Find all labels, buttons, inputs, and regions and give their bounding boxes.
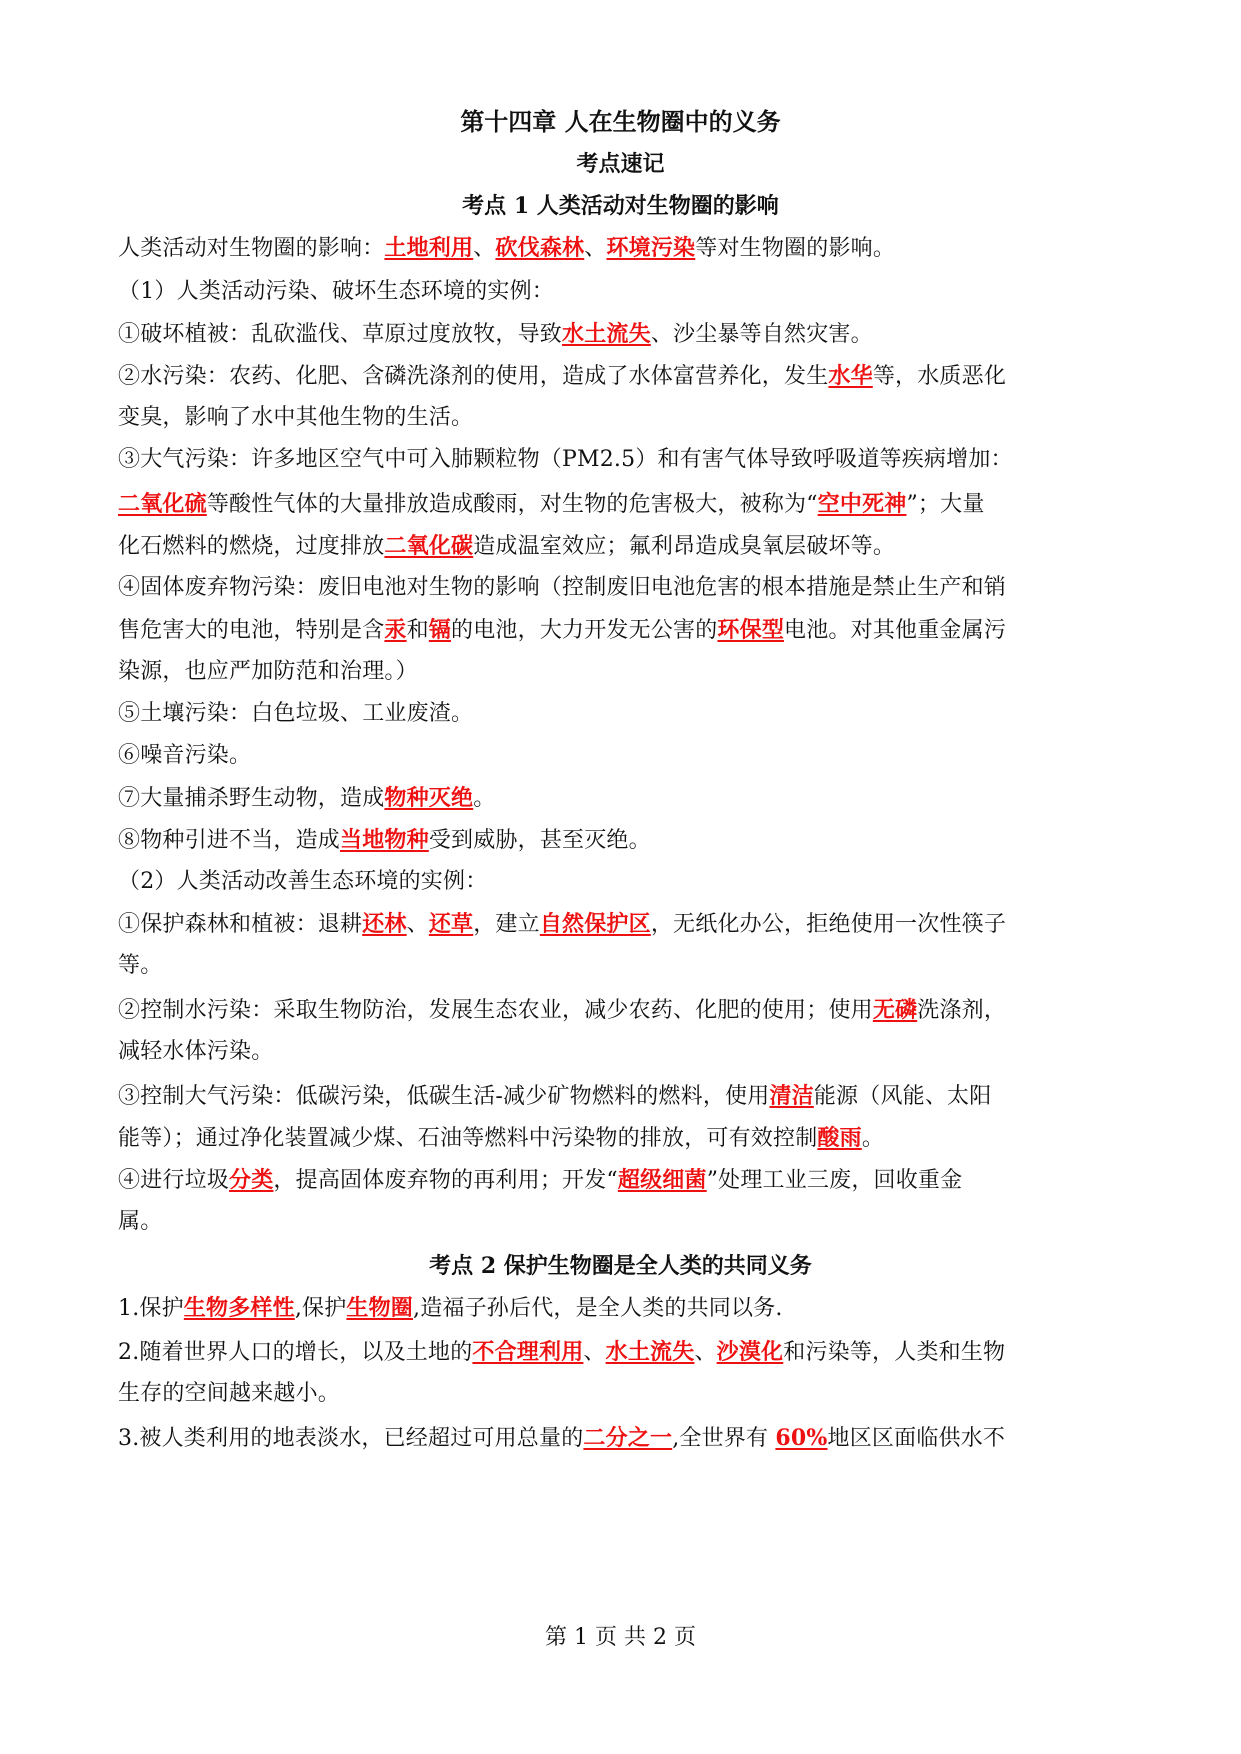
chapter-title: 第十四章 人在生物圈中的义务 [460,107,781,136]
text-line [118,824,1128,857]
text-line [118,866,1128,898]
text-line [118,530,1128,563]
text-line [118,276,1128,308]
text-line [118,994,1128,1027]
key-term: 物种灭绝 [384,785,474,811]
text-segment: 、 [583,1340,606,1365]
text-line [118,1122,1128,1155]
text-line [118,698,1128,730]
text-segment: 2.随着世界人口的增长，以及土地的 [118,1340,473,1365]
text-segment: ⑥噪音污染。 [118,743,252,768]
text-segment: ，提高固体废弃物的再利用；开发“ [273,1168,618,1193]
key-term: 水华 [828,363,873,389]
text-segment: 减轻水体污染。 [118,1039,274,1064]
key-term: 水土流失 [605,1339,695,1365]
text-line [118,950,1128,982]
key-term: 不合理利用 [472,1339,584,1365]
section-title: 考点速记 [576,151,665,177]
text-line [118,488,1128,521]
text-line [118,232,1128,265]
key-term: 二氧化碳 [384,533,474,559]
text-segment: 3.被人类利用的地表淡水，已经超过可用总量的 [118,1426,584,1451]
text-line [118,318,1128,351]
text-segment: ”处理工业三废，回收重金 [706,1168,963,1193]
text-line [118,1036,1128,1068]
text-line [118,614,1128,647]
key-term: 水土流失 [562,321,651,347]
text-segment: 、 [694,1340,717,1365]
key-term: 当地物种 [340,827,429,853]
point-1-title: 考点 1 人类活动对生物圈的影响 [462,193,779,219]
text-segment: ①保护森林和植被：退耕 [118,912,363,937]
key-term: 生物圈 [346,1295,414,1321]
key-term: 还林 [362,911,407,937]
text-segment: ③大气污染：许多地区空气中可入肺颗粒物（PM2.5）和有害气体导致呼吸道等疾病增加： [118,447,1013,472]
text-segment: ,全世界有 [672,1426,776,1451]
text-segment: 等。 [118,953,163,978]
key-term: 还草 [428,911,474,937]
text-segment: 电池。对其他重金属污 [784,618,1007,643]
text-segment: 、 [406,912,429,937]
text-segment: 能等）；通过净化装置减少煤、石油等燃料中污染物的排放，可有效控制 [118,1126,818,1151]
key-term: 环境污染 [606,235,696,261]
text-segment: 等对生物圈的影响。 [695,236,896,261]
text-line [118,402,1128,434]
text-line [118,1206,1128,1238]
page-footer: 第 1 页 共 2 页 [545,1625,696,1650]
text-segment: 属。 [118,1209,163,1234]
key-term: 环保型 [717,617,785,643]
key-term: 分类 [229,1167,274,1193]
text-segment: ⑧物种引进不当，造成 [118,828,341,853]
key-term: 自然保护区 [539,911,651,937]
text-segment: 受到威胁，甚至灭绝。 [428,828,651,853]
key-term: 空中死神 [817,491,907,517]
text-segment: 1.保护 [118,1296,184,1321]
key-term: 二分之一 [583,1425,673,1451]
text-segment: 造成温室效应；氟利昂造成臭氧层破坏等。 [473,534,896,559]
text-segment: ④进行垃圾 [118,1168,230,1193]
text-segment: ④固体废弃物污染：废旧电池对生物的影响（控制废旧电池危害的根本措施是禁止生产和销 [118,575,1007,600]
key-term: 土地利用 [384,235,474,261]
text-segment: ，建立 [473,912,540,937]
key-term: 无磷 [872,997,918,1023]
text-segment: 的电池，大力开发无公害的 [451,618,718,643]
text-segment: ，无纸化办公，拒绝使用一次性筷子 [650,912,1007,937]
text-segment: 人类活动对生物圈的影响： [118,236,385,261]
text-segment: 和 [406,618,429,643]
key-term: 超级细菌 [617,1167,707,1193]
text-segment: ,造福子孙后代，是全人类的共同以务. [413,1296,783,1321]
text-line [118,1422,1128,1455]
text-segment: ”；大量 [906,492,985,517]
text-segment: 变臭，影响了水中其他生物的生活。 [118,405,474,430]
text-line [118,1336,1128,1369]
text-segment: 生存的空间越来越小。 [118,1381,341,1406]
text-segment: 、 [584,236,607,261]
text-segment: 售危害大的电池，特别是含 [118,618,385,643]
text-segment: ⑤土壤污染：白色垃圾、工业废渣。 [118,701,474,726]
text-line [118,444,1128,476]
key-term: 镉 [428,617,452,643]
text-segment: 洗涤剂， [917,998,1007,1023]
text-segment: ③控制大气污染：低碳污染，低碳生活-减少矿物燃料的燃料，使用 [118,1084,770,1109]
text-segment: ,保护 [294,1296,347,1321]
text-line [118,572,1128,604]
text-segment: 能源（风能、太阳 [813,1084,992,1109]
text-line [118,656,1128,688]
text-segment: ⑦大量捕杀野生动物，造成 [118,786,385,811]
text-segment: 、沙尘暴等自然灾害。 [650,322,873,347]
text-segment: 等酸性气体的大量排放造成酸雨，对生物的危害极大，被称为“ [206,492,818,517]
point-2-title: 考点 2 保护生物圈是全人类的共同义务 [429,1253,812,1279]
text-line [118,1378,1128,1410]
text-segment: ②控制水污染：采取生物防治，发展生态农业，减少农药、化肥的使用；使用 [118,998,873,1023]
text-segment: ①破坏植被：乱砍滥伐、草原过度放牧，导致 [118,322,563,347]
text-segment: 染源，也应严加防范和治理。） [118,659,418,684]
text-line [118,1164,1128,1197]
text-segment: 。 [473,786,496,811]
key-term: 沙漠化 [716,1339,784,1365]
text-line [118,740,1128,772]
text-segment: （2）人类活动改善生态环境的实例： [118,869,488,894]
text-segment: 化石燃料的燃烧，过度排放 [118,534,385,559]
text-segment: ②水污染：农药、化肥、含磷洗涤剂的使用，造成了水体富营养化，发生 [118,364,829,389]
text-segment: 。 [861,1126,885,1151]
text-segment: 等，水质恶化 [872,364,1007,389]
text-segment: 、 [473,236,496,261]
key-term: 清洁 [769,1083,814,1109]
key-term: 生物多样性 [183,1295,295,1321]
key-term: 砍伐森林 [495,235,585,261]
text-segment: （1）人类活动污染、破坏生态环境的实例： [118,279,554,304]
text-segment: 地区区面临供水不 [827,1426,1006,1451]
text-line [118,1080,1128,1113]
text-line [118,360,1128,393]
text-line [118,782,1128,815]
key-term: 60% [775,1425,828,1451]
key-term: 汞 [384,617,407,643]
key-term: 酸雨 [817,1125,862,1151]
text-segment: 和污染等，人类和生物 [783,1340,1006,1365]
key-term: 二氧化硫 [118,491,207,517]
text-line [118,1292,1128,1325]
text-line [118,908,1128,941]
